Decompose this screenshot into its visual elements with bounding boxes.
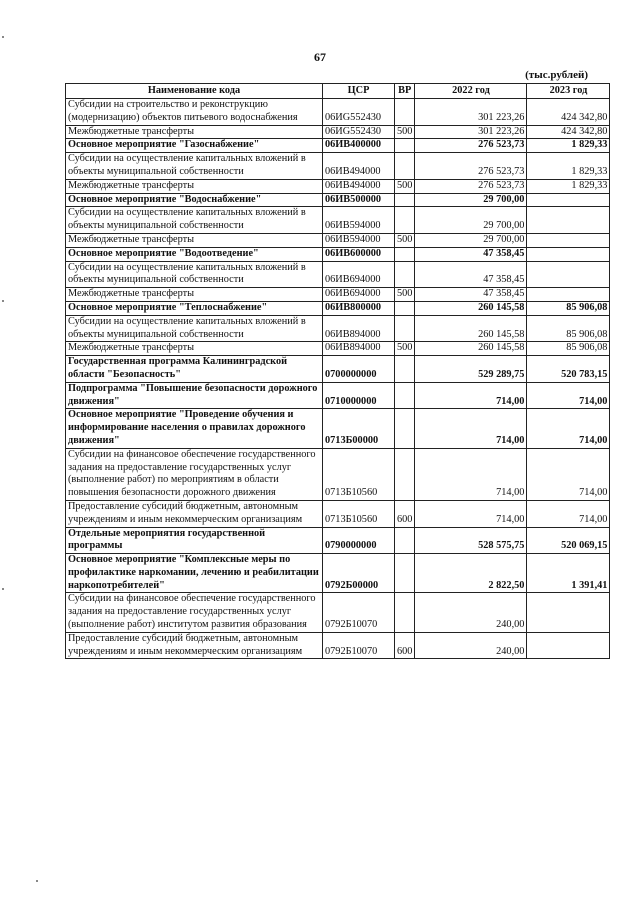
cell-2023: 424 342,80 xyxy=(527,99,610,126)
cell-name: Основное мероприятие "Водоотведение" xyxy=(66,247,323,261)
cell-2023: 424 342,80 xyxy=(527,125,610,139)
column-header-2023: 2023 год xyxy=(527,84,610,99)
cell-2022: 47 358,45 xyxy=(415,247,527,261)
budget-table xyxy=(65,83,610,659)
cell-vr xyxy=(395,448,415,500)
cell-vr: 500 xyxy=(395,342,415,356)
cell-2023: 1 391,41 xyxy=(527,554,610,593)
column-header-vr: ВР xyxy=(395,84,415,99)
cell-vr xyxy=(395,527,415,554)
cell-2022: 301 223,26 xyxy=(415,125,527,139)
cell-vr xyxy=(395,315,415,342)
cell-2022: 529 289,75 xyxy=(415,356,527,383)
cell-2023: 714,00 xyxy=(527,409,610,448)
cell-csr: 06ИВ600000 xyxy=(323,247,395,261)
cell-2023 xyxy=(527,193,610,207)
cell-vr: 500 xyxy=(395,179,415,193)
cell-name: Межбюджетные трансферты xyxy=(66,233,323,247)
table-row xyxy=(66,207,610,234)
cell-2022: 260 145,58 xyxy=(415,315,527,342)
cell-csr: 06ИВ594000 xyxy=(323,233,395,247)
table-row xyxy=(66,179,610,193)
table-row xyxy=(66,139,610,153)
cell-name: Основное мероприятие "Теплоснабжение" xyxy=(66,301,323,315)
cell-2023: 714,00 xyxy=(527,448,610,500)
cell-2023: 714,00 xyxy=(527,500,610,527)
cell-csr: 0792Б10070 xyxy=(323,593,395,632)
cell-vr xyxy=(395,193,415,207)
table-row xyxy=(66,193,610,207)
cell-csr: 06ИВ494000 xyxy=(323,153,395,180)
cell-vr xyxy=(395,153,415,180)
cell-csr: 06ИВ894000 xyxy=(323,315,395,342)
table-row xyxy=(66,527,610,554)
cell-vr xyxy=(395,207,415,234)
cell-vr xyxy=(395,301,415,315)
cell-name: Субсидии на финансовое обеспечение государственного задания на предоставление государственных услуг (выполнение работ) институтом развития образования xyxy=(66,593,323,632)
header-row xyxy=(66,84,610,99)
cell-2022: 528 575,75 xyxy=(415,527,527,554)
table-row xyxy=(66,632,610,659)
table-body xyxy=(66,99,610,659)
cell-2023: 1 829,33 xyxy=(527,179,610,193)
table-row xyxy=(66,342,610,356)
cell-2022: 29 700,00 xyxy=(415,233,527,247)
cell-name: Субсидии на финансовое обеспечение государственного задания на предоставление государственных услуг (выполнение работ) по мероприятиям в области повышения безопасности дорожного движения xyxy=(66,448,323,500)
cell-vr xyxy=(395,409,415,448)
cell-vr xyxy=(395,356,415,383)
cell-2023: 1 829,33 xyxy=(527,153,610,180)
cell-vr: 500 xyxy=(395,233,415,247)
cell-2023: 520 069,15 xyxy=(527,527,610,554)
cell-2022: 714,00 xyxy=(415,409,527,448)
cell-2023 xyxy=(527,593,610,632)
units-label: (тыс.рублей) xyxy=(525,69,588,81)
table-row xyxy=(66,382,610,409)
cell-csr: 06ИВ500000 xyxy=(323,193,395,207)
cell-2022: 260 145,58 xyxy=(415,301,527,315)
cell-vr xyxy=(395,139,415,153)
cell-2023 xyxy=(527,233,610,247)
scan-mark xyxy=(2,36,4,38)
cell-name: Основное мероприятие "Комплексные меры по профилактике наркомании, лечению и реабилитации наркопотребителей" xyxy=(66,554,323,593)
cell-csr: 06ИВ694000 xyxy=(323,261,395,288)
cell-2022: 2 822,50 xyxy=(415,554,527,593)
column-header-csr: ЦСР xyxy=(323,84,395,99)
table-row xyxy=(66,500,610,527)
cell-2022: 714,00 xyxy=(415,448,527,500)
cell-csr: 0790000000 xyxy=(323,527,395,554)
cell-2022: 240,00 xyxy=(415,632,527,659)
table-row xyxy=(66,125,610,139)
cell-2023 xyxy=(527,261,610,288)
table-row xyxy=(66,301,610,315)
cell-2023 xyxy=(527,288,610,302)
cell-2022: 260 145,58 xyxy=(415,342,527,356)
cell-2022: 276 523,73 xyxy=(415,139,527,153)
cell-name: Субсидии на строительство и реконструкцию (модернизацию) объектов питьевого водоснабжения xyxy=(66,99,323,126)
cell-csr: 06ИВ800000 xyxy=(323,301,395,315)
cell-2022: 276 523,73 xyxy=(415,153,527,180)
cell-csr: 06ИВ594000 xyxy=(323,207,395,234)
cell-csr: 0710000000 xyxy=(323,382,395,409)
cell-2023: 85 906,08 xyxy=(527,342,610,356)
cell-name: Межбюджетные трансферты xyxy=(66,342,323,356)
cell-csr: 06ИВ694000 xyxy=(323,288,395,302)
cell-csr: 06ИG552430 xyxy=(323,99,395,126)
cell-vr xyxy=(395,554,415,593)
cell-vr xyxy=(395,593,415,632)
column-header-2022: 2022 год xyxy=(415,84,527,99)
cell-csr: 06ИG552430 xyxy=(323,125,395,139)
cell-csr: 0792Б10070 xyxy=(323,632,395,659)
table-row xyxy=(66,448,610,500)
table-row xyxy=(66,288,610,302)
table-row xyxy=(66,356,610,383)
cell-name: Субсидии на осуществление капитальных вложений в объекты муниципальной собственности xyxy=(66,261,323,288)
cell-name: Межбюджетные трансферты xyxy=(66,125,323,139)
cell-2023: 1 829,33 xyxy=(527,139,610,153)
cell-2023 xyxy=(527,632,610,659)
table-row xyxy=(66,247,610,261)
cell-csr: 0713Б10560 xyxy=(323,500,395,527)
cell-2023: 85 906,08 xyxy=(527,315,610,342)
cell-name: Субсидии на осуществление капитальных вложений в объекты муниципальной собственности xyxy=(66,207,323,234)
scan-mark xyxy=(36,880,38,882)
cell-2022: 240,00 xyxy=(415,593,527,632)
table-row xyxy=(66,261,610,288)
cell-name: Основное мероприятие "Проведение обучения и информирование населения о правилах дорожного движения" xyxy=(66,409,323,448)
cell-2023 xyxy=(527,207,610,234)
cell-name: Субсидии на осуществление капитальных вложений в объекты муниципальной собственности xyxy=(66,315,323,342)
cell-2022: 47 358,45 xyxy=(415,288,527,302)
cell-vr: 500 xyxy=(395,288,415,302)
cell-csr: 0700000000 xyxy=(323,356,395,383)
cell-csr: 0792Б00000 xyxy=(323,554,395,593)
page-number: 67 xyxy=(314,50,326,64)
table-row xyxy=(66,233,610,247)
cell-name: Предоставление субсидий бюджетным, автономным учреждениям и иным некоммерческим организациям xyxy=(66,500,323,527)
cell-2022: 29 700,00 xyxy=(415,207,527,234)
cell-name: Основное мероприятие "Водоснабжение" xyxy=(66,193,323,207)
cell-csr: 06ИВ494000 xyxy=(323,179,395,193)
column-header-name: Наименование кода xyxy=(66,84,323,99)
table-row xyxy=(66,409,610,448)
cell-2022: 29 700,00 xyxy=(415,193,527,207)
cell-csr: 0713Б10560 xyxy=(323,448,395,500)
cell-vr: 500 xyxy=(395,125,415,139)
table-row xyxy=(66,99,610,126)
cell-name: Отдельные мероприятия государственной программы xyxy=(66,527,323,554)
cell-2022: 47 358,45 xyxy=(415,261,527,288)
cell-name: Основное мероприятие "Газоснабжение" xyxy=(66,139,323,153)
cell-name: Подпрограмма "Повышение безопасности дорожного движения" xyxy=(66,382,323,409)
table-row xyxy=(66,593,610,632)
cell-2023: 85 906,08 xyxy=(527,301,610,315)
cell-vr: 600 xyxy=(395,500,415,527)
cell-csr: 0713Б00000 xyxy=(323,409,395,448)
scan-mark xyxy=(2,588,4,590)
cell-2022: 301 223,26 xyxy=(415,99,527,126)
cell-2022: 714,00 xyxy=(415,500,527,527)
scan-mark xyxy=(2,300,4,302)
table-row xyxy=(66,554,610,593)
cell-csr: 06ИВ894000 xyxy=(323,342,395,356)
table-row xyxy=(66,153,610,180)
cell-2023: 714,00 xyxy=(527,382,610,409)
cell-2023: 520 783,15 xyxy=(527,356,610,383)
table-row xyxy=(66,315,610,342)
cell-vr xyxy=(395,247,415,261)
cell-name: Межбюджетные трансферты xyxy=(66,288,323,302)
cell-vr xyxy=(395,99,415,126)
cell-name: Государственная программа Калининградской области "Безопасность" xyxy=(66,356,323,383)
cell-vr xyxy=(395,261,415,288)
cell-csr: 06ИВ400000 xyxy=(323,139,395,153)
cell-name: Субсидии на осуществление капитальных вложений в объекты муниципальной собственности xyxy=(66,153,323,180)
cell-name: Межбюджетные трансферты xyxy=(66,179,323,193)
cell-name: Предоставление субсидий бюджетным, автономным учреждениям и иным некоммерческим организациям xyxy=(66,632,323,659)
cell-vr: 600 xyxy=(395,632,415,659)
cell-2023 xyxy=(527,247,610,261)
cell-vr xyxy=(395,382,415,409)
cell-2022: 276 523,73 xyxy=(415,179,527,193)
cell-2022: 714,00 xyxy=(415,382,527,409)
